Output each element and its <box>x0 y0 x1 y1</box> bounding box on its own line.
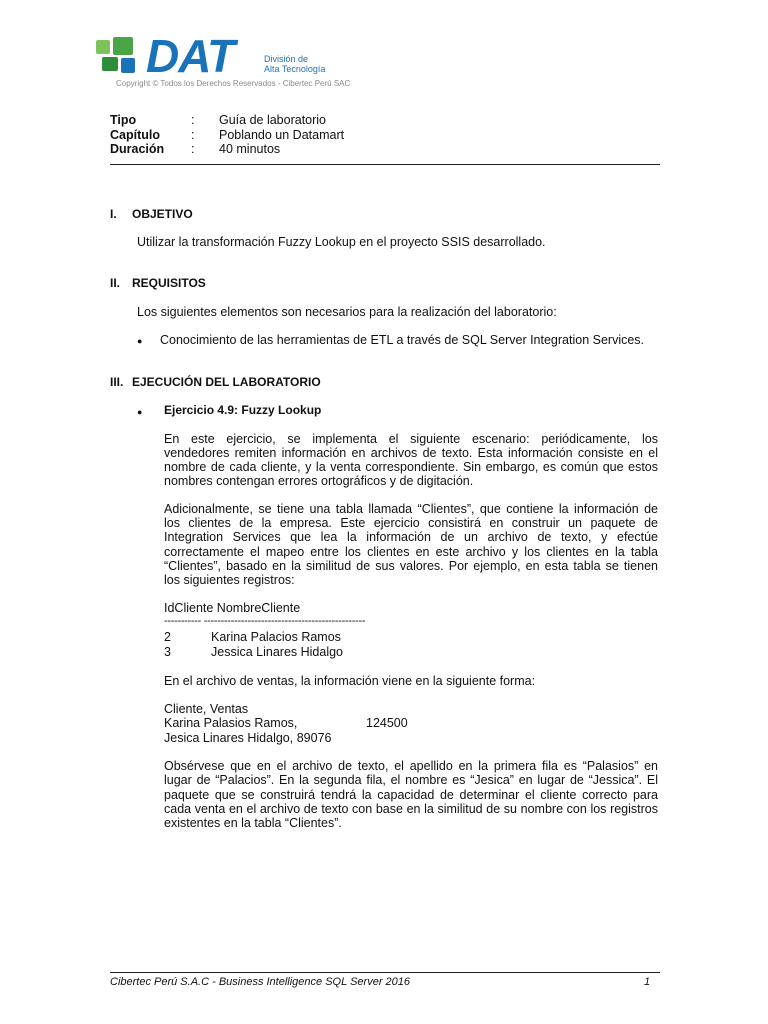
header-divider <box>110 164 660 165</box>
para4-line: lugar de “Palacios”. En la segunda fila, el nombre es “Jesica” en lugar de “Jessica”. El <box>164 773 658 787</box>
requisitos-intro: Los siguientes elementos son necesarios para la realización del laboratorio: <box>137 305 557 319</box>
meta-label: Tipo <box>110 113 137 127</box>
footer-divider <box>110 972 660 973</box>
para2-line: los siguientes registros: <box>164 573 295 587</box>
requisitos-bullet-text: Conocimiento de las herramientas de ETL a través de SQL Server Integration Services. <box>160 333 645 347</box>
logo-subtitle-1: División de <box>264 54 309 64</box>
exercise-title: Ejercicio 4.9: Fuzzy Lookup <box>164 403 322 417</box>
footer-text: Cibertec Perú S.A.C - Business Intelligence SQL Server 2016 <box>110 976 411 988</box>
para4-line: Obsérvese que en el archivo de texto, el apellido en la primera fila es “Palasios” en <box>164 759 658 773</box>
table-separator: ----------- ------------------------------------------------ <box>164 615 366 627</box>
dat-logo <box>94 36 354 80</box>
para1-line: nombres contengan errores ortográficos y de digitación. <box>164 474 474 488</box>
table-header: IdCliente NombreCliente <box>164 601 301 615</box>
logo-subtitle-2: Alta Tecnología <box>264 64 326 74</box>
meta-label: Duración <box>110 142 165 156</box>
bullet-dot: ● <box>137 407 143 417</box>
copyright: Copyright © Todos los Derechos Reservados - Cibertec Perú SAC <box>116 79 351 88</box>
file-row2: Jesica Linares Hidalgo, 89076 <box>164 731 332 745</box>
meta-value: 40 minutos <box>219 142 281 156</box>
meta-colon: : <box>191 113 195 127</box>
para2-line: Integration Services que lea la información de un archivo de texto, y efectúe <box>164 530 658 544</box>
file-row1-value: 124500 <box>366 716 408 730</box>
meta-colon: : <box>191 142 195 156</box>
para2-line: los clientes de la empresa. Este ejercicio consistirá en construir un paquete de <box>164 516 658 530</box>
meta-value: Guía de laboratorio <box>219 113 327 127</box>
table-row-name: Karina Palacios Ramos <box>211 630 341 644</box>
para3: En el archivo de ventas, la información viene en la siguiente forma: <box>164 674 536 688</box>
para1-line: nombre de cada cliente, y la venta correspondiente. Sin embargo, es común que estos <box>164 460 658 474</box>
para4-line: cada venta en el archivo de texto con base en la similitud de su nombre con los registros <box>164 802 658 816</box>
para1-line: En este ejercicio, se implementa el siguiente escenario: periódicamente, los <box>164 432 658 446</box>
meta-label: Capítulo <box>110 128 160 142</box>
section-number: I. <box>110 207 117 221</box>
meta-value: Poblando un Datamart <box>219 128 345 142</box>
para1-line: vendedores remiten información en archivos de texto. Esta información consiste en el <box>164 446 658 460</box>
para4-line: paquete que se construirá tendrá la capacidad de determinar el cliente correcto para <box>164 788 658 802</box>
table-row-id: 3 <box>164 645 171 659</box>
para2-line: “Clientes”, basado en la similitud de sus valores. Por ejemplo, en esta tabla se tienen <box>164 559 658 573</box>
table-row-name: Jessica Linares Hidalgo <box>211 645 344 659</box>
para2-line: correctamente el mapeo entre los clientes en este archivo y los clientes en la tabla <box>164 545 658 559</box>
section-title: EJECUCIÓN DEL LABORATORIO <box>132 375 321 389</box>
file-row1-name: Karina Palasios Ramos, <box>164 716 298 730</box>
file-header: Cliente, Ventas <box>164 702 249 716</box>
table-row-id: 2 <box>164 630 171 644</box>
para2-line: Adicionalmente, se tiene una tabla llamada “Clientes”, que contiene la información de <box>164 502 658 516</box>
section-number: III. <box>110 375 124 389</box>
dat-logo-graphic <box>94 36 354 80</box>
para4-line: existentes en la tabla “Clientes”. <box>164 816 342 830</box>
logo-text: DAT <box>146 36 235 80</box>
section-title: OBJETIVO <box>132 207 193 221</box>
page-number: 1 <box>644 976 651 988</box>
bullet-dot: ● <box>137 336 143 346</box>
meta-colon: : <box>191 128 195 142</box>
section-title: REQUISITOS <box>132 276 206 290</box>
objetivo-text: Utilizar la transformación Fuzzy Lookup en el proyecto SSIS desarrollado. <box>137 235 546 249</box>
section-number: II. <box>110 276 121 290</box>
